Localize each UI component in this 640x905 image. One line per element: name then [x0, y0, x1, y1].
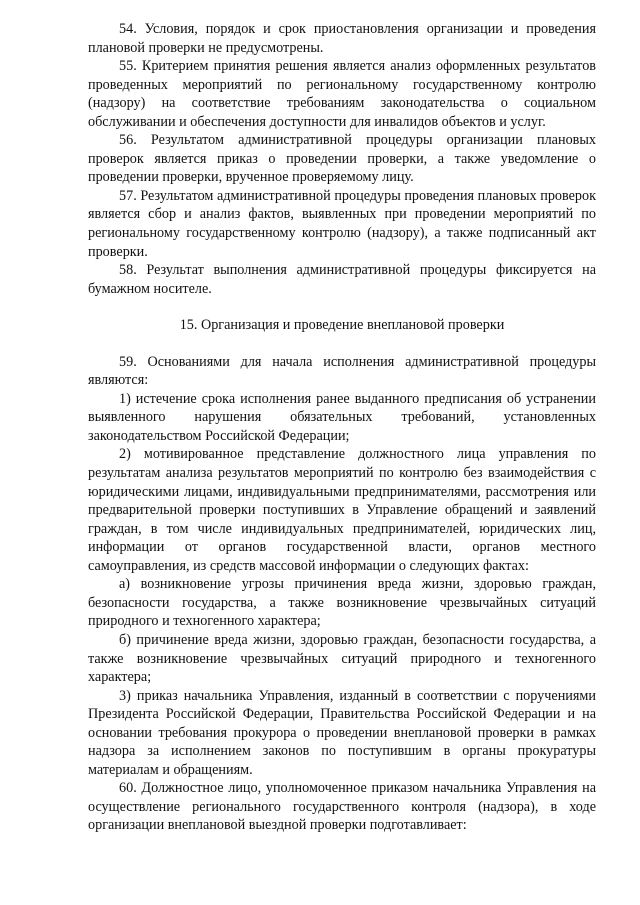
list-item-3: 3) приказ начальника Управления, изданный в соответствии с поручениями Президента Российской Федерации, Правительства Российской Федерации и на основании требования прокурора о проведении внеплановой проверки в рамках надзора за исполнением законов по поступившим в органы прокуратуры материалам и обращениям.: [88, 687, 596, 778]
paragraph-56: 56. Результатом административной процедуры организации плановых проверок является приказ о проведении проверки, а также уведомление о проведении проверки, врученное проверяемому лицу.: [88, 132, 596, 186]
paragraph-57: 57. Результатом административной процедуры проведения плановых проверок является сбор и анализ фактов, выявленных при проведении мероприятий по региональному государственному контролю (надзору), а также подписанный акт проверки.: [88, 187, 596, 260]
list-item-2: 2) мотивированное представление должностного лица управления по результатам анализа результатов мероприятий по контролю без взаимодействия с юридическими лицами, индивидуальными предпринимателями, рассмотрения или предварительной проверки поступивших в Управление обращений и заявлений граждан, в том числе индивидуальных предпринимателей, юридических лиц, информации от органов государственной власти, органов местного самоуправления, из средств массовой информации о следующих фактах:: [88, 446, 596, 574]
paragraph-59: 59. Основаниями для начала исполнения административной процедуры являются:: [88, 353, 596, 389]
list-item-1: 1) истечение срока исполнения ранее выданного предписания об устранении выявленного нарушения обязательных требований, установленных законодательством Российской Федерации;: [88, 390, 596, 444]
paragraph-54: 54. Условия, порядок и срок приостановления организации и проведения плановой проверки не предусмотрены.: [88, 21, 596, 56]
section-heading: 15. Организация и проведение внеплановой проверки: [179, 317, 505, 334]
list-item-2a: а) возникновение угрозы причинения вреда жизни, здоровью граждан, безопасности государства, а также возникновение чрезвычайных ситуаций природного и техногенного характера;: [88, 576, 596, 630]
paragraph-55: 55. Критерием принятия решения является анализ оформленных результатов проведенных мероприятий по региональному государственному контролю (надзору) на соответствие требованиям законодательства о социальном обслуживании и обеспечения доступности для инвалидов объектов и услуг.: [88, 58, 596, 130]
paragraph-60: 60. Должностное лицо, уполномоченное приказом начальника Управления на осуществление регионального государственного контроля (надзора), в ходе организации внеплановой выездной проверки подготавливает:: [88, 780, 596, 834]
list-item-2b: б) причинение вреда жизни, здоровью граждан, безопасности государства, а также возникновение чрезвычайных ситуаций природного и техногенного характера;: [88, 631, 596, 686]
paragraph-58: 58. Результат выполнения административной процедуры фиксируется на бумажном носителе.: [88, 262, 596, 297]
document-page: [88, 20, 596, 835]
